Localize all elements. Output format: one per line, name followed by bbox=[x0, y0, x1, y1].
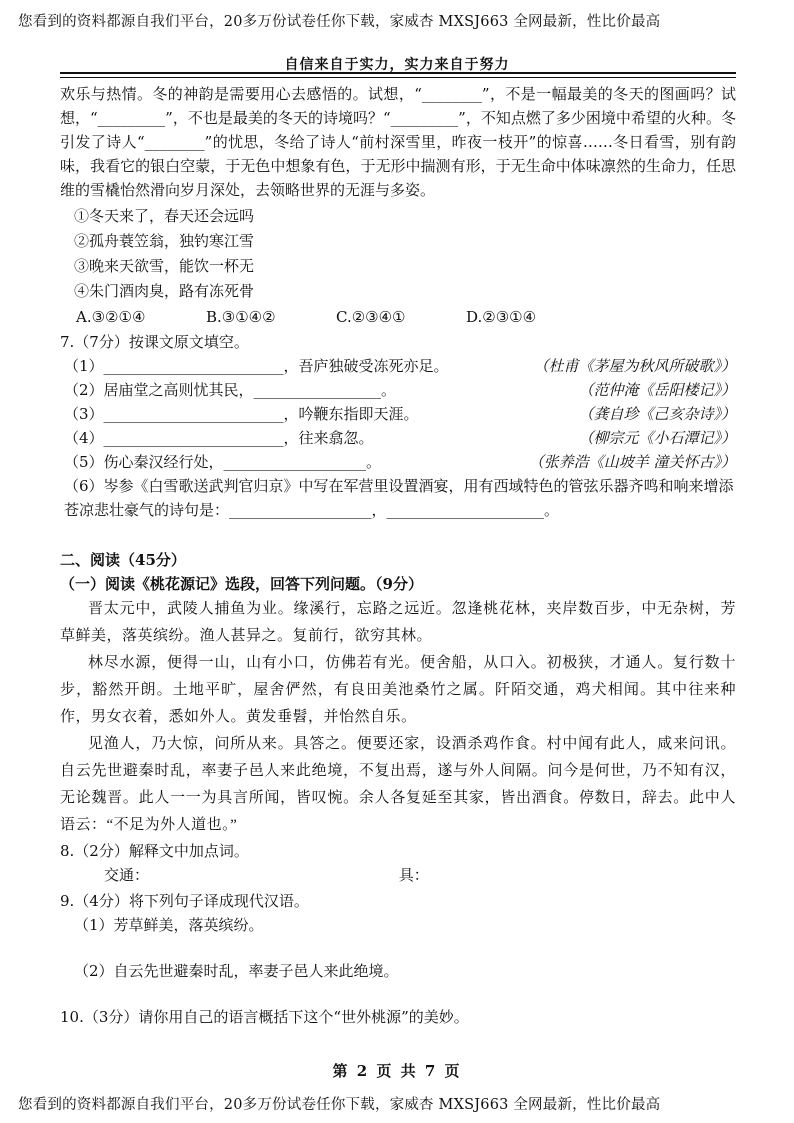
section-2-heading: 二、阅读（45分） bbox=[60, 551, 186, 569]
q7-item bbox=[64, 378, 736, 402]
choice-a: A.③②①④ bbox=[76, 308, 146, 326]
page-content bbox=[60, 82, 736, 1029]
header-rule-thin bbox=[60, 77, 736, 78]
intro-paragraph: 欢乐与热情。冬的神韵是需要用心去感悟的。试想，“________”，不是一幅最美的冬天的图画吗？试想，“_________”，不也是最美的冬天的诗境吗？“_________”，不知点燃了多少困境中希望的火种。冬引发了诗人“________”的忧思，冬给了诗人“前村深雪里，昨夜一枝开”的惊喜……冬日看雪，别有韵味，我看它的银白空蒙，于无色中想象有色，于无形中揣测有形，于无生命中体味凛然的生命力，任思维的雪橇怡然滑向岁月深处，去领略世界的无涯与多姿。 bbox=[60, 85, 736, 199]
choice-c: C.②③④① bbox=[336, 308, 406, 326]
header-motto: 自信来自于实力，实力来自于努力 bbox=[284, 57, 510, 73]
q7-item bbox=[64, 426, 736, 450]
q7-item bbox=[64, 450, 736, 474]
choice-d: D.②③①④ bbox=[466, 308, 537, 326]
option-2: ②孤舟蓑笠翁，独钓寒江雪 bbox=[74, 232, 255, 250]
q7-item-text: （5）伤心秦汉经行处，___________________。 bbox=[64, 453, 382, 471]
classic-paragraph-2: 林尽水源，便得一山，山有小口，仿佛若有光。便舍船，从口入。初极狭，才通人。复行数十步，豁然开朗。土地平旷，屋舍俨然，有良田美池桑竹之属。阡陌交通，鸡犬相闻。其中往来种作，男女衣着，悉如外人。黄发垂髫，并怡然自乐。 bbox=[60, 655, 736, 725]
question-8: 8.（2分）解释文中加点词。 bbox=[60, 842, 249, 860]
question-9: 9.（4分）将下列句子译成现代汉语。 bbox=[60, 892, 309, 910]
subsection-1-heading: （一）阅读《桃花源记》选段，回答下列问题。（9分） bbox=[60, 575, 423, 593]
header-rule-thick bbox=[60, 72, 736, 74]
question-7-heading: 7.（7分）按课文原文填空。 bbox=[60, 333, 249, 351]
q7-item-text: （3）________________________，吟鞭东指即天涯。 bbox=[64, 405, 419, 423]
classic-paragraph-1: 晋太元中，武陵人捕鱼为业。缘溪行，忘路之远近。忽逢桃花林，夹岸数百步，中无杂树，芳草鲜美，落英缤纷。渔人甚异之。复前行，欲穷其林。 bbox=[60, 601, 736, 644]
choice-b: B.③①④② bbox=[206, 308, 276, 326]
q7-item-source: （杜甫《茅屋为秋风所破歌》） bbox=[533, 357, 736, 375]
q7-item-text: （1）________________________，吾庐独破受冻死亦足。 bbox=[64, 357, 449, 375]
q8-term-jiaotong: 交通： bbox=[104, 866, 150, 884]
q7-item bbox=[64, 402, 736, 426]
q9-item-1: （1）芳草鲜美，落英缤纷。 bbox=[74, 916, 264, 934]
q7-item-source: （柳宗元《小石潭记》） bbox=[578, 429, 736, 447]
ad-banner-bottom: 您看到的资料都源自我们平台，20多万份试卷任你下载，家威杏 MXSJ663 全网最新，性比价最高 bbox=[18, 1097, 661, 1113]
q9-item-2: （2）自云先世避秦时乱，率妻子邑人来此绝境。 bbox=[74, 962, 399, 980]
q7-item-6: （6）岑参《白雪歌送武判官归京》中写在军营里设置酒宴，用有西域特色的管弦乐器齐鸣和响来增添苍凉悲壮豪气的诗句是：___________________，_____________________。 bbox=[64, 477, 734, 519]
ad-banner-top: 您看到的资料都源自我们平台，20多万份试卷任你下载，家威杏 MXSJ663 全网最新，性比价最高 bbox=[18, 14, 661, 30]
option-3: ③晚来天欲雪，能饮一杯无 bbox=[74, 257, 255, 275]
page-number: 第 2 页 共 7 页 bbox=[332, 1062, 462, 1080]
option-4: ④朱门酒肉臭，路有冻死骨 bbox=[74, 282, 255, 300]
question-10: 10.（3分）请你用自己的语言概括下这个“世外桃源”的美妙。 bbox=[60, 1008, 469, 1026]
q7-item-source: （范仲淹《岳阳楼记》） bbox=[578, 381, 736, 399]
q7-item-source: （张养浩《山坡羊 潼关怀古》） bbox=[528, 453, 736, 471]
q7-item-source: （龚自珍《己亥杂诗》） bbox=[578, 405, 736, 423]
q7-item-text: （2）居庙堂之高则忧其民，_________________。 bbox=[64, 381, 397, 399]
q8-answer-row bbox=[104, 863, 736, 887]
option-1: ①冬天来了，春天还会远吗 bbox=[74, 207, 255, 225]
classic-paragraph-3: 见渔人，乃大惊，问所从来。具答之。便要还家，设酒杀鸡作食。村中闻有此人，咸来问讯。自云先世避秦时乱，率妻子邑人来此绝境，不复出焉，遂与外人间隔。问今是何世，乃不知有汉，无论魏晋。此人一一为具言所闻，皆叹惋。余人各复延至其家，皆出酒食。停数日，辞去。此中人语云：“不足为外人道也。” bbox=[60, 736, 736, 833]
q7-item bbox=[64, 354, 736, 378]
q8-term-ju: 具： bbox=[398, 866, 429, 884]
q7-item-text: （4）________________________，往来翕忽。 bbox=[64, 429, 374, 447]
answer-choices bbox=[76, 306, 736, 328]
